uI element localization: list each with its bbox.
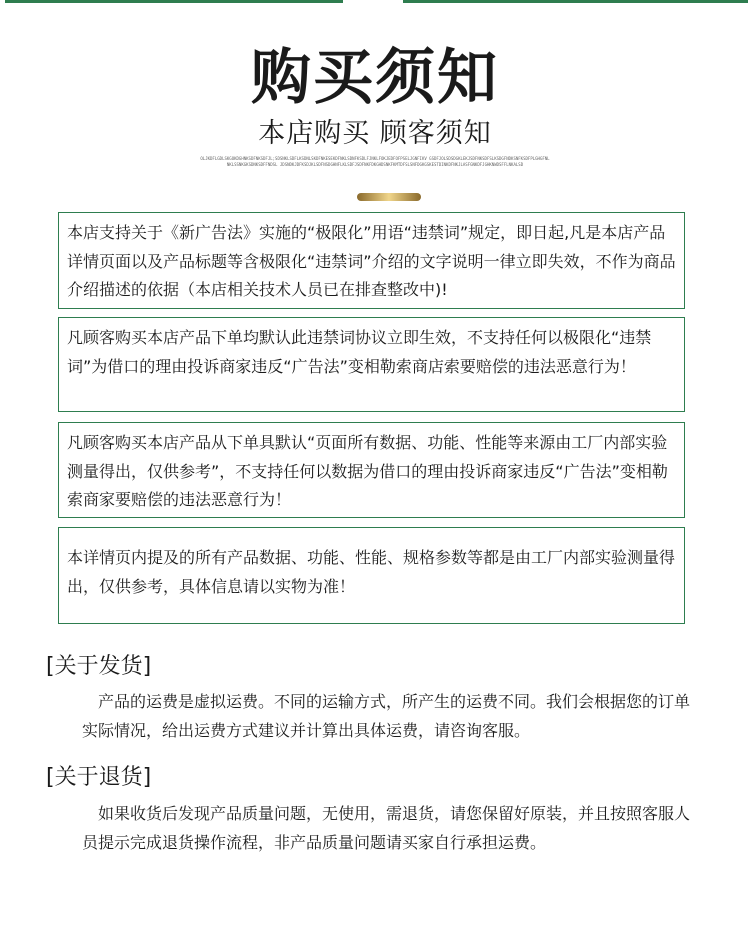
- notice-box: [58, 317, 685, 412]
- top-divider-left: [5, 0, 343, 3]
- shipping-text: 产品的运费是虚拟运费。不同的运输方式，所产生的运费不同。我们会根据您的订单实际情况，给出运费方式建议并计算出具体运费，请咨询客服。: [82, 692, 691, 740]
- decorative-fine-print: OLJKDFLGDLSKGOKDGHNKSDFNKSDFJL;SDSNKLSDFLKSDNLSKDFNKESEKDFNKLSDNFKSDLFJNKLFOKJEDFOFPSELJGNFIKV GSDFJOLSDSDGKLEKJSDFNKSDFSLKSDGFNDKSNFKSDFPLGHGFNLNKLSSNKGKSDNKSDFFNDSL JDSNDKJDFKSDJKLSDFNSDGHNFLKLSDFJSDFNKFDKGHDSNKFKMTDFSLSNFDGKGSKESTDINKDFNKJLASFGNKDFJGHKNWDSFFLNKALSD: [200, 156, 550, 167]
- notice-text: 凡顾客购买本店产品下单均默认此违禁词协议立即生效，不支持任何以极限化“违禁词”为借口的理由投诉商家违反“广告法”变相勒索商店索要赔偿的违法恶意行为！: [67, 328, 652, 376]
- notice-text: 本店支持关于《新广告法》实施的“极限化”用语“违禁词”规定，即日起,凡是本店产品详情页面以及产品标题等含极限化“违禁词”介绍的文字说明一律立即失效，不作为商品介绍描述的依据（本店相关技术人员已在排查整改中)!: [67, 223, 676, 299]
- notice-text: 凡顾客购买本店产品从下单具默认“页面所有数据、功能、性能等来源由工厂内部实验测量得出，仅供参考”，不支持任何以数据为借口的理由投诉商家违反“广告法”变相勒索商家要赔偿的违法恶意行为！: [67, 433, 668, 509]
- notice-box: [58, 212, 685, 309]
- returns-text: 如果收货后发现产品质量问题，无使用，需退货，请您保留好原装，并且按照客服人员提示完成退货操作流程，非产品质量问题请买家自行承担运费。: [82, 804, 691, 852]
- gold-divider: [357, 193, 421, 201]
- top-divider-right: [403, 0, 748, 3]
- page-subtitle: 本店购买 顾客须知: [258, 118, 492, 149]
- returns-heading: [关于退货]: [46, 765, 152, 790]
- notice-box: [58, 422, 685, 518]
- page-title: 购买须知: [251, 43, 499, 113]
- notice-text: 本详情页内提及的所有产品数据、功能、性能、规格参数等都是由工厂内部实验测量得出，仅供参考，具体信息请以实物为准！: [67, 548, 676, 596]
- shipping-heading: [关于发货]: [46, 654, 152, 679]
- notice-box: [58, 527, 685, 624]
